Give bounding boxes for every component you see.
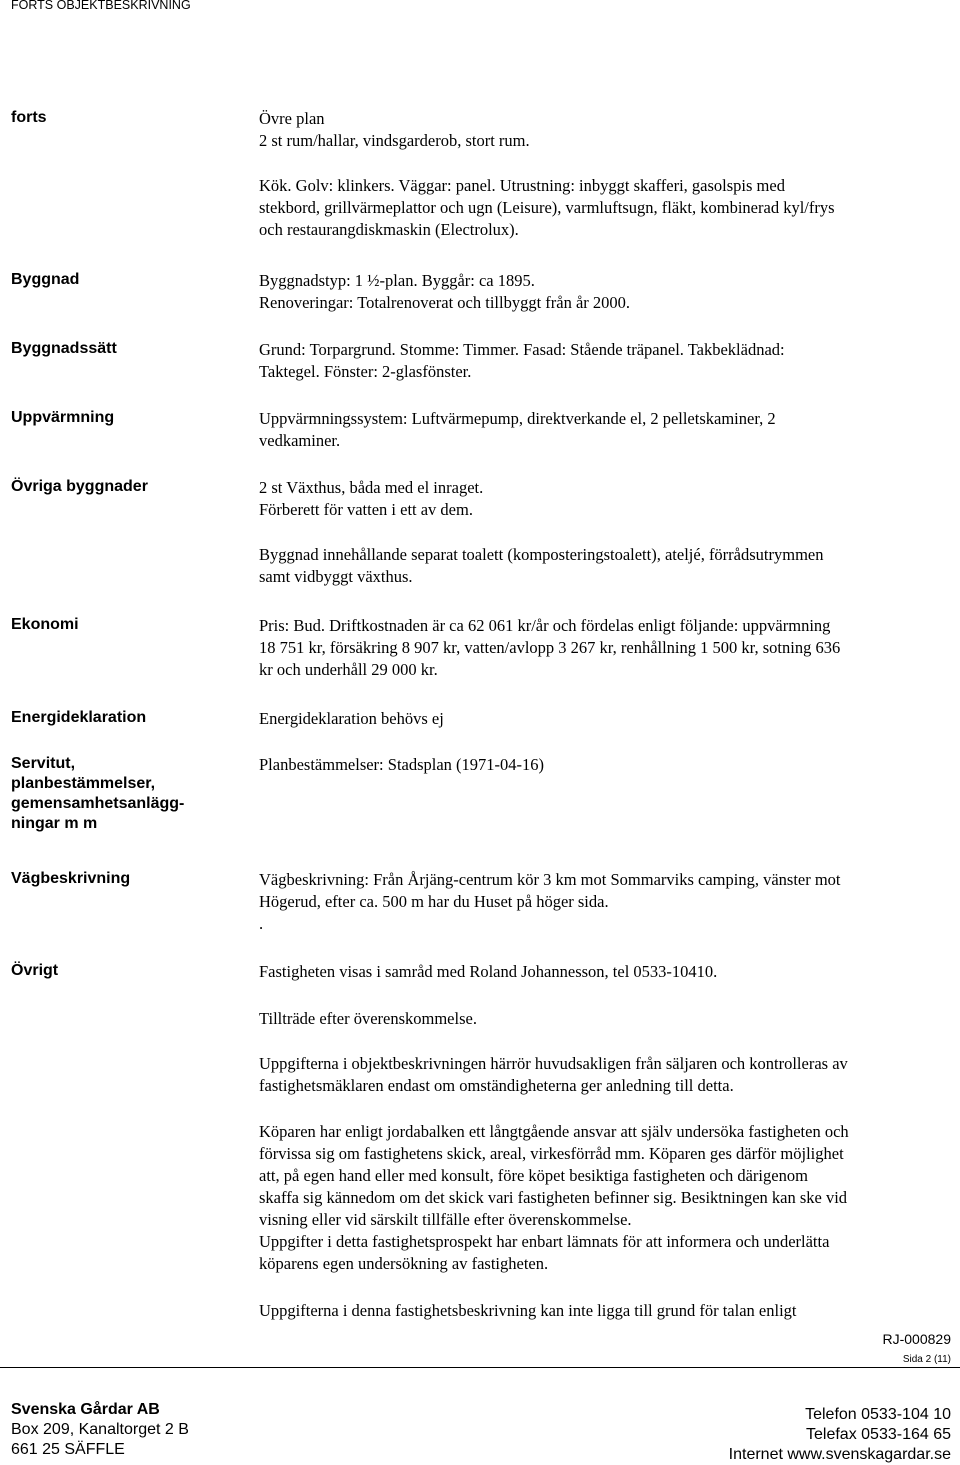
text-line: vedkaminer. [259, 431, 341, 450]
text-line: Uppvärmningssystem: Luftvärmepump, direktverkande el, 2 pelletskaminer, 2 [259, 409, 776, 428]
label-byggnadssatt: Byggnadssätt [11, 340, 117, 357]
page-number: Sida 2 (11) [902, 1354, 951, 1365]
label-ekonomi: Ekonomi [11, 616, 79, 633]
text-line: Uppgifterna i objektbeskrivningen härrör huvudsakligen från säljaren och kontrolleras av [259, 1054, 848, 1073]
label-byggnad: Byggnad [11, 271, 80, 288]
text-line: och restaurangdiskmaskin (Electrolux). [259, 220, 519, 239]
ovrigt-uppgifter [259, 1053, 949, 1097]
company-postal-line: 661 25 SÄFFLE [11, 1441, 125, 1458]
company-name: Svenska Gårdar AB [11, 1401, 160, 1418]
forts-kitchen [259, 175, 949, 241]
ekonomi-text [259, 615, 949, 681]
ovrigt-talan: Uppgifterna i denna fastighetsbeskrivning kan inte ligga till grund för talan enligt [259, 1301, 797, 1320]
text-line: förvissa sig om fastighetens skick, areal, virkesförråd mm. Köparen ges därför möjlighet [259, 1144, 844, 1163]
text-line: Byggnad innehållande separat toalett (komposteringstoalett), ateljé, förrådsutrymmen [259, 545, 824, 564]
byggnad-text [259, 270, 949, 314]
footer-divider [0, 1367, 960, 1368]
text-line: skaffa sig kännedom om det skick vari fastigheten befinner sig. Besiktningen kan ske vid [259, 1188, 848, 1207]
text-line: Energideklaration behövs ej [259, 709, 444, 728]
servitut-text [259, 754, 949, 776]
text-line: 2 st rum/hallar, vindsgarderob, stort rum. [259, 131, 530, 150]
reference-number: RJ-000829 [882, 1331, 951, 1347]
ovriga-extra-text [259, 544, 949, 588]
company-address-block [11, 1400, 189, 1460]
text-line: Högerud, efter ca. 500 m har du Huset på höger sida. [259, 892, 609, 911]
text-line: Köparen har enligt jordabalken ett långtgående ansvar att själv undersöka fastigheten och [259, 1122, 849, 1141]
label-line: gemensamhetsanlägg- [11, 795, 185, 812]
byggnadssatt-text [259, 339, 949, 383]
company-website: Internet www.svenskagardar.se [728, 1446, 951, 1463]
ovrigt-kopare [259, 1121, 949, 1275]
text-line: 2 st Växthus, båda med el inraget. [259, 478, 484, 497]
label-ovrigt: Övrigt [11, 962, 59, 979]
uppvarmning-text [259, 408, 949, 452]
label-ovriga-byggnader: Övriga byggnader [11, 478, 148, 495]
text-line: Övre plan [259, 109, 325, 128]
label-line: Servitut, [11, 755, 76, 772]
text-line: stekbord, grillvärmeplattor och ugn (Leisure), varmluftsugn, fläkt, kombinerad kyl/frys [259, 198, 835, 217]
forts-upper-floor [259, 108, 949, 152]
energi-text [259, 708, 949, 730]
label-line: planbestämmelser, [11, 775, 156, 792]
text-line: Byggnadstyp: 1 ½-plan. Byggår: ca 1895. [259, 271, 535, 290]
label-vagbeskrivning: Vägbeskrivning [11, 870, 131, 887]
label-uppvarmning: Uppvärmning [11, 409, 115, 426]
label-forts: forts [11, 109, 47, 126]
ovrigt-tilltrade: Tillträde efter överenskommelse. [259, 1009, 477, 1028]
label-energideklaration: Energideklaration [11, 709, 147, 726]
text-line: Vägbeskrivning: Från Årjäng-centrum kör 3 km mot Sommarviks camping, vänster mot [259, 870, 841, 889]
text-line: köparens egen undersökning av fastigheten. [259, 1254, 549, 1273]
company-address-line: Box 209, Kanaltorget 2 B [11, 1421, 189, 1438]
text-line: Förberett för vatten i ett av dem. [259, 500, 473, 519]
ovriga-text [259, 477, 949, 521]
vag-text [259, 869, 949, 935]
text-line: Planbestämmelser: Stadsplan (1971-04-16) [259, 755, 545, 774]
document-header: FORTS OBJEKTBESKRIVNING [11, 0, 191, 12]
text-line: Kök. Golv: klinkers. Väggar: panel. Utrustning: inbyggt skafferi, gasolspis med [259, 176, 785, 195]
text-line: visning eller vid särskilt tillfälle efter överenskommelse. [259, 1210, 632, 1229]
text-line: kr och underhåll 29 000 kr. [259, 660, 438, 679]
label-servitut [11, 754, 184, 834]
text-line: fastighetsmäklaren endast om omständigheterna ger anledning till detta. [259, 1076, 734, 1095]
text-line: . [259, 914, 264, 933]
company-phone: Telefon 0533-104 10 [805, 1406, 951, 1423]
text-line: Renoveringar: Totalrenoverat och tillbyggt från år 2000. [259, 293, 631, 312]
text-line: Pris: Bud. Driftkostnaden är ca 62 061 kr/år och fördelas enligt följande: uppvärmning [259, 616, 831, 635]
text-line: Uppgifter i detta fastighetsprospekt har enbart lämnats för att informera och underlätta [259, 1232, 830, 1251]
label-line: ningar m m [11, 815, 98, 832]
company-contact-block [729, 1405, 951, 1465]
text-line: Taktegel. Fönster: 2-glasfönster. [259, 362, 472, 381]
text-line: att, på egen hand eller med konsult, före köpet besiktiga fastigheten och därigenom [259, 1166, 808, 1185]
ovrigt-visning: Fastigheten visas i samråd med Roland Johannesson, tel 0533-10410. [259, 962, 718, 981]
text-line: Grund: Torpargrund. Stomme: Timmer. Fasad: Stående träpanel. Takbeklädnad: [259, 340, 785, 359]
text-line: 18 751 kr, försäkring 8 907 kr, vatten/avlopp 3 267 kr, renhållning 1 500 kr, sotning 636 [259, 638, 841, 657]
text-line: samt vidbyggt växthus. [259, 567, 413, 586]
company-fax: Telefax 0533-164 65 [806, 1426, 951, 1443]
